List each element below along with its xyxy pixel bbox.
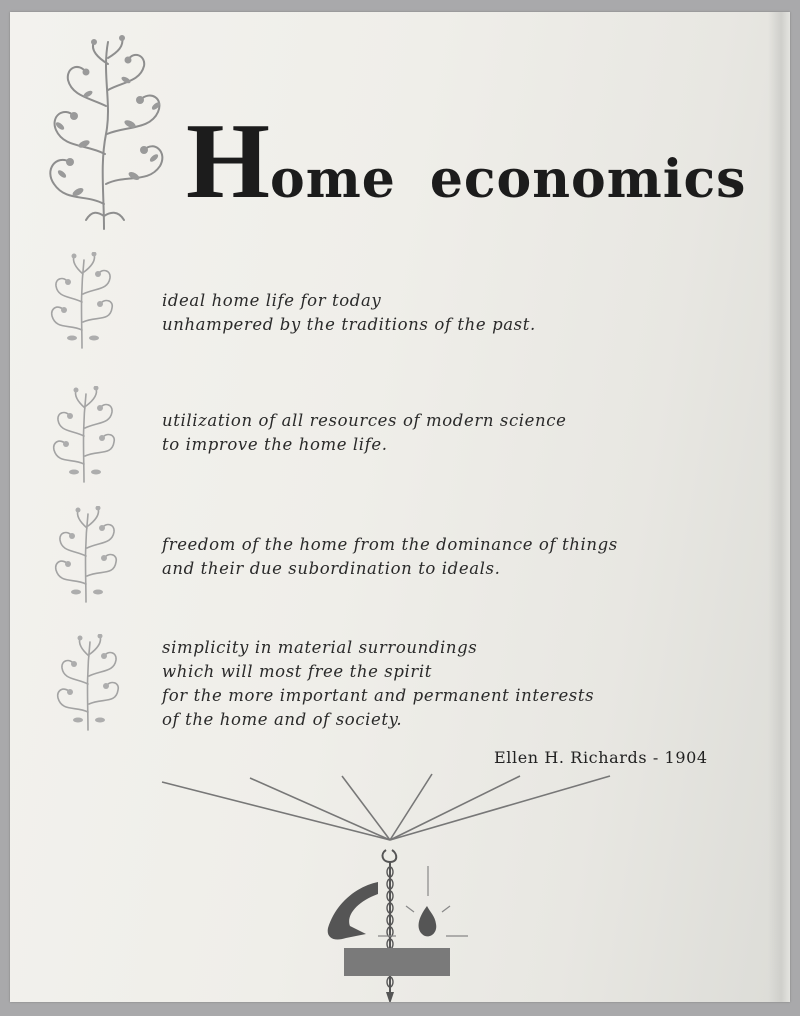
home-economics-emblem-icon	[150, 770, 630, 1002]
verse-line: utilization of all resources of modern science	[162, 411, 567, 430]
verse-line: simplicity in material surroundings	[162, 638, 478, 657]
verse-line: which will most free the spirit	[162, 662, 432, 681]
floral-bullet-icon	[44, 386, 124, 486]
verse-line: unhampered by the traditions of the past.	[162, 315, 536, 334]
floral-bullet-icon	[46, 506, 126, 606]
floral-vine-icon	[26, 34, 186, 234]
title-initial: H	[186, 102, 269, 221]
paper-edge-shading	[768, 12, 790, 1002]
verse-2	[162, 409, 566, 457]
verse-line: ideal home life for today	[162, 291, 382, 310]
title-second-word: economics	[429, 149, 747, 210]
attribution: Ellen H. Richards - 1904	[494, 748, 708, 767]
document-page	[10, 12, 790, 1002]
verse-line: freedom of the home from the dominance of things	[162, 535, 618, 554]
verse-line: of the home and of society.	[162, 710, 403, 729]
page-title	[186, 102, 747, 221]
verse-line: for the more important and permanent interests	[162, 686, 595, 705]
floral-bullet-icon	[48, 634, 128, 734]
verse-3	[162, 533, 618, 581]
floral-bullet-icon	[42, 252, 122, 352]
title-first-word-rest: ome	[270, 149, 396, 210]
verse-line: to improve the home life.	[162, 435, 388, 454]
verse-1	[162, 289, 536, 337]
verse-4	[162, 636, 594, 732]
verse-line: and their due subordination to ideals.	[162, 559, 501, 578]
